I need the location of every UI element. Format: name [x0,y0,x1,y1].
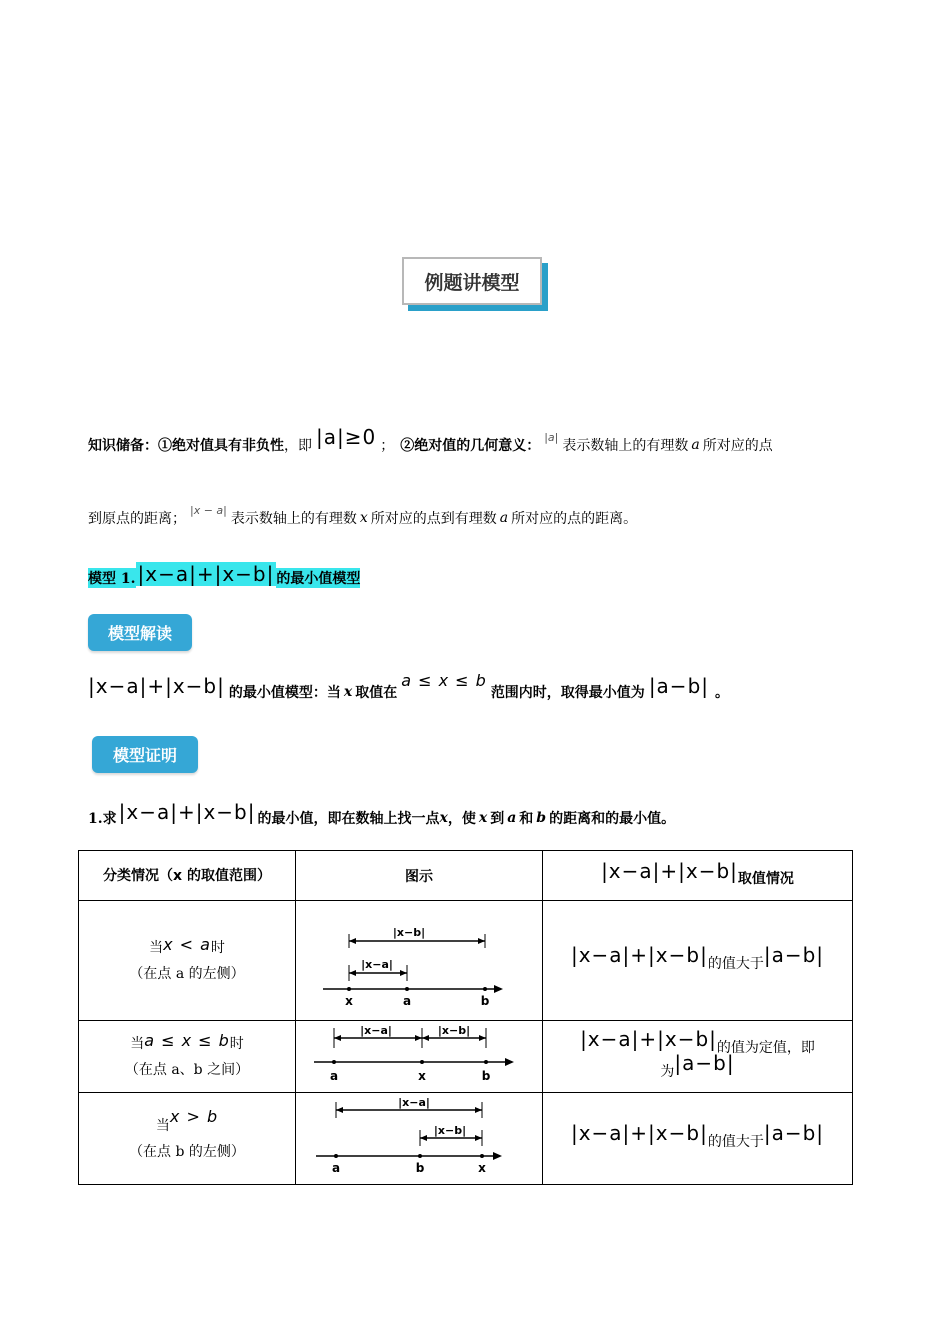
header-result [543,851,853,901]
header-result-formula: |x−a|+|x−b| [601,858,738,883]
knowledge-text: 表示数轴上的有理数 [562,438,689,454]
label-top: |x−a| [398,1095,430,1109]
var-x: x [478,810,488,826]
var-a: a [499,510,509,526]
proof-number: 1.求 [88,811,117,827]
point-label: x [345,993,353,1008]
model-1-formula: |x−a|+|x−b| [137,562,275,586]
number-line-diagram-1 [319,909,519,1009]
number-line-diagram-3 [314,1094,524,1180]
result-formula: |x−a|+|x−b| [580,1026,717,1051]
knowledge-point-2: ②绝对值的几何意义： [400,438,541,454]
model-1-prefix: 模型 1. [88,568,136,588]
reading-text: 的最小值模型：当 [228,685,341,701]
point [484,1060,488,1064]
section-title: 例题讲模型 [402,257,542,305]
var-a: a [507,810,517,826]
reading-text: 范围内时，取得最小值为 [490,685,645,701]
row-condition-cell [79,1021,296,1093]
knowledge-line-2 [88,500,637,536]
row-note: （在点 a 的左侧） [129,966,245,982]
arrow-head [422,1035,429,1041]
cond-post: 时 [210,940,225,956]
row-diagram-cell [296,1021,543,1093]
header-result-text: 取值情况 [737,870,794,887]
proof-text: 的最小值，即在数轴上找一点 [257,811,440,827]
arrow-head [334,1035,341,1041]
cond-pre: 当 [149,940,164,956]
knowledge-text: 所对应的点到有理数 [370,511,497,527]
header-category [79,851,296,901]
proof-text: 和 [519,811,534,827]
row-result-cell [543,1021,853,1093]
knowledge-text: 到原点的距离； [88,511,186,527]
arrow-head [479,1035,486,1041]
point [418,1154,422,1158]
reading-formula: |x−a|+|x−b| [88,674,225,698]
result-formula: |x−a|+|x−b| [570,942,708,967]
model-1-heading [88,562,360,594]
row-condition [79,1030,295,1057]
point-label: a [331,1160,341,1175]
var-a: a [691,437,700,453]
point-label: a [329,1068,339,1083]
model-1-suffix: 的最小值模型 [276,568,360,588]
knowledge-text: 所对应的点的距离。 [511,511,638,527]
model-reading-button[interactable]: 模型解读 [88,614,192,651]
number-line-diagram-2 [314,1022,524,1088]
axis-arrow [494,985,503,993]
arrow-head [420,1135,427,1141]
knowledge-label: 知识储备： [88,438,158,454]
model-proof-button[interactable]: 模型证明 [92,736,198,773]
proof-text: ，使 [447,811,476,827]
result-value: |a−b| [763,942,825,967]
proof-line [88,800,675,836]
arrow-head [349,970,356,976]
result-formula: |x−a|+|x−b| [570,1120,708,1145]
result-text: 的值为定值，即为 [660,1039,815,1080]
nonnegative-formula: |a|≥0 [316,425,377,449]
cond-formula: x < a [163,935,211,954]
point [420,1060,424,1064]
point-label: x [418,1068,426,1083]
knowledge-sep: ，即 [284,438,312,454]
arrow-head [415,1035,422,1041]
row-note: （在点 a、b 之间） [124,1062,250,1078]
row-result-cell [543,901,853,1021]
knowledge-point-1: ①绝对值具有非负性 [158,438,284,454]
result-text: 的值大于 [707,1133,764,1150]
point-label: b [481,1068,491,1083]
row-condition [79,1107,295,1139]
point [332,1060,336,1064]
var-x: x [439,810,448,826]
result-value: |a−b| [763,1120,825,1145]
var-b: b [536,810,547,826]
cond-pre: 当 [130,1036,145,1052]
row-condition-cell [79,1093,296,1185]
cases-table [78,850,853,1185]
label-left: |x−a| [360,1023,392,1037]
point [347,987,351,991]
abs-a-formula: |a| [544,430,559,444]
row-condition-cell [79,901,296,1021]
header-category-text: 分类情况（x 的取值范围） [103,867,271,884]
proof-text: 的距离和的最小值。 [549,811,676,827]
var-x: x [359,510,368,526]
cond-post: 时 [229,1036,244,1052]
row-diagram-cell [296,1093,543,1185]
arrow-head [400,970,407,976]
point [334,1154,338,1158]
proof-text: 到 [490,811,505,827]
arrow-head [475,1107,482,1113]
proof-formula: |x−a|+|x−b| [118,800,256,824]
label-mid: |x−a| [361,957,393,971]
arrow-head [478,938,485,944]
result-text: 的值大于 [707,955,764,972]
reading-min-value: |a−b| [648,674,709,698]
arrow-head [475,1135,482,1141]
cond-formula: x > b [169,1107,219,1126]
row-result-cell [543,1093,853,1185]
row-condition [79,934,295,961]
knowledge-text: 表示数轴上的有理数 [230,511,357,527]
label-mid: |x−b| [433,1123,467,1137]
point-label: b [415,1160,425,1175]
knowledge-semicolon: ； [380,438,395,454]
knowledge-line-1 [88,426,773,464]
axis-arrow [493,1152,502,1160]
row-diagram-cell [296,901,543,1021]
row-note: （在点 b 的左侧） [129,1144,245,1160]
axis-arrow [505,1058,514,1066]
cond-pre: 当 [155,1118,170,1134]
arrow-head [349,938,356,944]
table-row [79,901,853,1021]
table-row [79,1093,853,1185]
arrow-head [336,1107,343,1113]
point [480,1154,484,1158]
label-top: |x−b| [392,925,426,939]
reading-range: a ≤ x ≤ b [401,670,487,690]
result-value: |a−b| [674,1050,735,1075]
point-label: x [478,1160,486,1175]
table-row [79,1021,853,1093]
var-x: x [343,684,353,700]
point-label: a [402,993,412,1008]
table-header-row [79,851,853,901]
cond-formula: a ≤ x ≤ b [144,1031,230,1050]
point [405,987,409,991]
label-right: |x−b| [437,1023,471,1037]
header-diagram: 图示 [296,851,543,901]
reading-end: 。 [715,685,729,701]
knowledge-text: 所对应的点 [702,438,773,454]
point-label: b [480,993,490,1008]
point [483,987,487,991]
abs-x-minus-a-formula: |x − a| [190,503,227,517]
model-reading-line [88,672,729,712]
reading-text: 取值在 [355,685,398,701]
